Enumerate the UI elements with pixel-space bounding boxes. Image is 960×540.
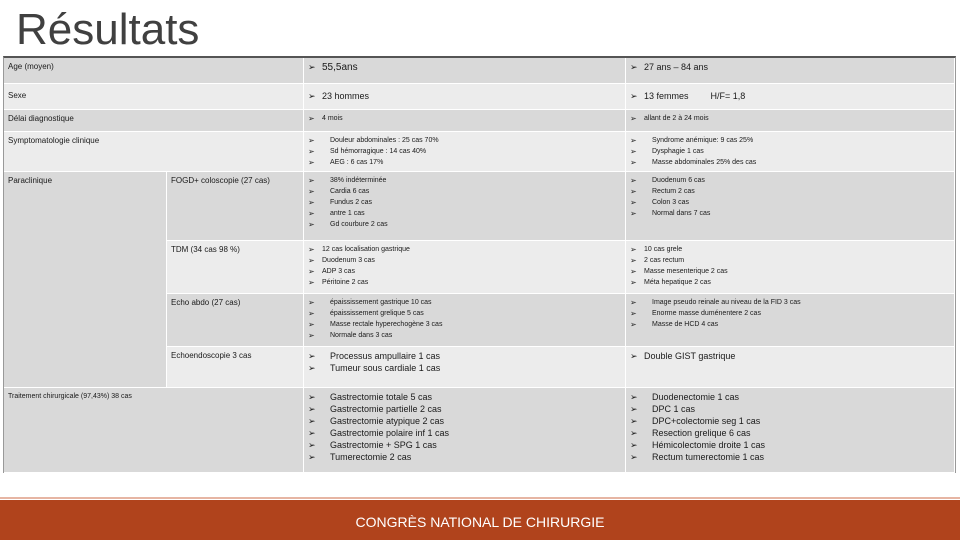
row-traitement-value-1 (304, 388, 626, 473)
slide-title: Résultats (16, 5, 200, 54)
arrow-bullet-icon: ➢ (308, 267, 315, 276)
list-item: ➢ Image pseudo reinale au niveau de la FID 3 cas (630, 298, 801, 307)
row-traitement-value-2 (626, 388, 955, 473)
footer-divider (0, 497, 960, 499)
list-item: ➢ Duodenum 3 cas (308, 256, 375, 265)
label-text: Age (moyen) (8, 62, 54, 71)
arrow-bullet-icon: ➢ (308, 198, 315, 207)
arrow-bullet-icon: ➢ (308, 176, 315, 185)
list-item: ➢ Masse de HCD 4 cas (630, 320, 719, 329)
arrow-bullet-icon: ➢ (308, 416, 316, 426)
arrow-bullet-icon: ➢ (308, 298, 315, 307)
arrow-bullet-icon: ➢ (308, 392, 316, 402)
arrow-bullet-icon: ➢ (308, 209, 315, 218)
list-item: ➢ Hémicolectomie droite 1 cas (630, 440, 766, 450)
arrow-bullet-icon: ➢ (308, 404, 316, 414)
arrow-bullet-icon: ➢ (308, 331, 315, 340)
label-text: Délai diagnostique (8, 114, 74, 123)
row-tdm-value-1 (304, 241, 626, 294)
list-item: ➢ épaississement grelique 5 cas (308, 309, 424, 318)
list-item: ➢ 38% indéterminée (308, 176, 387, 185)
arrow-bullet-icon: ➢ (308, 158, 315, 167)
list-item: ➢ Normale dans 3 cas (308, 331, 393, 340)
list-item: ➢ 10 cas grele (630, 245, 683, 254)
list-item: ➢ Gastrectomie polaire inf 1 cas (308, 428, 450, 438)
list-item: ➢ Péritoine 2 cas (308, 278, 369, 287)
arrow-bullet-icon: ➢ (630, 209, 637, 218)
row-age-value-1 (304, 58, 626, 84)
list-item: ➢ Masse mesenterique 2 cas (630, 267, 728, 276)
label-text: FOGD+ coloscopie (27 cas) (171, 176, 270, 185)
arrow-bullet-icon: ➢ (308, 245, 315, 254)
list-item: ➢ Rectum 2 cas (630, 187, 695, 196)
arrow-bullet-icon: ➢ (630, 256, 637, 265)
arrow-bullet-icon: ➢ (630, 452, 638, 462)
arrow-bullet-icon: ➢ (308, 428, 316, 438)
arrow-bullet-icon: ➢ (630, 278, 637, 287)
label-text: Traitement chirurgicale (97,43%) 38 cas (8, 393, 132, 400)
label-text: Echoendoscopie 3 cas (171, 351, 252, 360)
list-item: ➢ Duodenectomie 1 cas (630, 392, 740, 402)
arrow-bullet-icon: ➢ (308, 363, 316, 373)
list-item: ➢ Resection grelique 6 cas (630, 428, 751, 438)
list-item: ➢ Méta hepatique 2 cas (630, 278, 711, 287)
results-table (3, 56, 956, 473)
arrow-bullet-icon: ➢ (630, 198, 637, 207)
row-traitement-label (4, 388, 304, 473)
list-item: ➢ Gastrectomie partielle 2 cas (308, 404, 442, 414)
label-text: Symptomatologie clinique (8, 136, 100, 145)
list-item: ➢ 2 cas rectum (630, 256, 685, 265)
list-item: ➢ 23 hommes (308, 91, 370, 101)
row-echoendo-value-2 (626, 347, 955, 388)
list-item: ➢ Gastrectomie totale 5 cas (308, 392, 433, 402)
row-age-value-2 (626, 58, 955, 84)
arrow-bullet-icon: ➢ (308, 440, 316, 450)
row-delai-value-2 (626, 110, 955, 132)
row-echoabdo-label (167, 294, 304, 347)
row-echoabdo-value-2 (626, 294, 955, 347)
list-item: ➢ Normal dans 7 cas (630, 209, 711, 218)
list-item: ➢ Enorme masse duménentere 2 cas (630, 309, 761, 318)
arrow-bullet-icon: ➢ (308, 187, 315, 196)
row-fogd-value-1 (304, 172, 626, 241)
row-paraclinique-label (4, 172, 167, 388)
arrow-bullet-icon: ➢ (630, 158, 637, 167)
arrow-bullet-icon: ➢ (308, 114, 315, 123)
list-item: ➢ 55,5ans (308, 62, 358, 73)
list-item: ➢ antre 1 cas (308, 209, 365, 218)
label-text: Echo abdo (27 cas) (171, 298, 241, 307)
arrow-bullet-icon: ➢ (630, 320, 637, 329)
list-item: ➢ AEG : 6 cas 17% (308, 158, 384, 167)
list-item: ➢ 4 mois (308, 114, 343, 123)
arrow-bullet-icon: ➢ (308, 62, 316, 72)
row-sympto-label (4, 132, 304, 172)
arrow-bullet-icon: ➢ (308, 278, 315, 287)
row-tdm-value-2 (626, 241, 955, 294)
list-item: ➢ Gastrectomie + SPG 1 cas (308, 440, 437, 450)
list-item: ➢ Gastrectomie atypique 2 cas (308, 416, 445, 426)
row-echoendo-value-1 (304, 347, 626, 388)
footer-text: CONGRÈS NATIONAL DE CHIRURGIE (355, 514, 605, 530)
label-text: TDM (34 cas 98 %) (171, 245, 240, 254)
list-item: ➢ Syndrome anémique: 9 cas 25% (630, 136, 754, 145)
arrow-bullet-icon: ➢ (308, 147, 315, 156)
arrow-bullet-icon: ➢ (630, 351, 638, 361)
row-sexe-label (4, 84, 304, 110)
row-echoendo-label (167, 347, 304, 388)
footer-bar (0, 500, 960, 540)
row-echoabdo-value-1 (304, 294, 626, 347)
arrow-bullet-icon: ➢ (308, 256, 315, 265)
row-age-label (4, 58, 304, 84)
list-item: ➢ Masse rectale hyperechogène 3 cas (308, 320, 443, 329)
arrow-bullet-icon: ➢ (630, 176, 637, 185)
arrow-bullet-icon: ➢ (630, 440, 638, 450)
arrow-bullet-icon: ➢ (630, 428, 638, 438)
arrow-bullet-icon: ➢ (308, 351, 316, 361)
row-sexe-value-2 (626, 84, 955, 110)
arrow-bullet-icon: ➢ (630, 91, 638, 101)
label-text: Sexe (8, 91, 27, 100)
arrow-bullet-icon: ➢ (630, 147, 637, 156)
list-item: ➢ épaississement gastrique 10 cas (308, 298, 432, 307)
arrow-bullet-icon: ➢ (630, 267, 637, 276)
list-item: ➢ Dysphagie 1 cas (630, 147, 704, 156)
list-item: ➢ Sd hémorragique : 14 cas 40% (308, 147, 427, 156)
arrow-bullet-icon: ➢ (630, 404, 638, 414)
row-sexe-value-1 (304, 84, 626, 110)
arrow-bullet-icon: ➢ (630, 136, 637, 145)
arrow-bullet-icon: ➢ (630, 416, 638, 426)
arrow-bullet-icon: ➢ (630, 392, 638, 402)
list-item: ➢ 12 cas localisation gastrique (308, 245, 410, 254)
list-item: ➢ Masse abdominales 25% des cas (630, 158, 757, 167)
arrow-bullet-icon: ➢ (630, 62, 638, 72)
row-fogd-label (167, 172, 304, 241)
arrow-bullet-icon: ➢ (630, 298, 637, 307)
arrow-bullet-icon: ➢ (630, 187, 637, 196)
list-item: ➢ Processus ampullaire 1 cas (308, 351, 441, 361)
row-sympto-value-2 (626, 132, 955, 172)
list-item: ➢ Colon 3 cas (630, 198, 689, 207)
list-item: ➢ Rectum tumerectomie 1 cas (630, 452, 765, 462)
list-item: ➢ Tumeur sous cardiale 1 cas (308, 363, 441, 373)
list-item: ➢ DPC+colectomie seg 1 cas (630, 416, 761, 426)
arrow-bullet-icon: ➢ (308, 220, 315, 229)
list-item: ➢ Fundus 2 cas (308, 198, 373, 207)
sex-ratio: H/F= 1,8 (710, 91, 746, 101)
row-delai-label (4, 110, 304, 132)
list-item: ➢ Douleur abdominales : 25 cas 70% (308, 136, 439, 145)
list-item: ➢ allant de 2 à 24 mois (630, 114, 709, 123)
arrow-bullet-icon: ➢ (630, 245, 637, 254)
arrow-bullet-icon: ➢ (308, 320, 315, 329)
label-text: Paraclinique (8, 176, 53, 185)
list-item: ➢ Tumerectomie 2 cas (308, 452, 412, 462)
list-item: ➢ Gd courbure 2 cas (308, 220, 388, 229)
row-delai-value-1 (304, 110, 626, 132)
list-item: ➢ 13 femmes H/F= 1,8 (630, 91, 746, 101)
arrow-bullet-icon: ➢ (630, 309, 637, 318)
list-item: ➢ Duodenum 6 cas (630, 176, 705, 185)
row-tdm-label (167, 241, 304, 294)
list-item: ➢ Double GIST gastrique (630, 351, 736, 361)
list-item: ➢ Cardia 6 cas (308, 187, 370, 196)
arrow-bullet-icon: ➢ (630, 114, 637, 123)
row-sympto-value-1 (304, 132, 626, 172)
list-item: ➢ 27 ans – 84 ans (630, 62, 709, 72)
list-item: ➢ ADP 3 cas (308, 267, 355, 276)
arrow-bullet-icon: ➢ (308, 91, 316, 101)
arrow-bullet-icon: ➢ (308, 136, 315, 145)
list-item: ➢ DPC 1 cas (630, 404, 696, 414)
row-fogd-value-2 (626, 172, 955, 241)
arrow-bullet-icon: ➢ (308, 452, 316, 462)
arrow-bullet-icon: ➢ (308, 309, 315, 318)
